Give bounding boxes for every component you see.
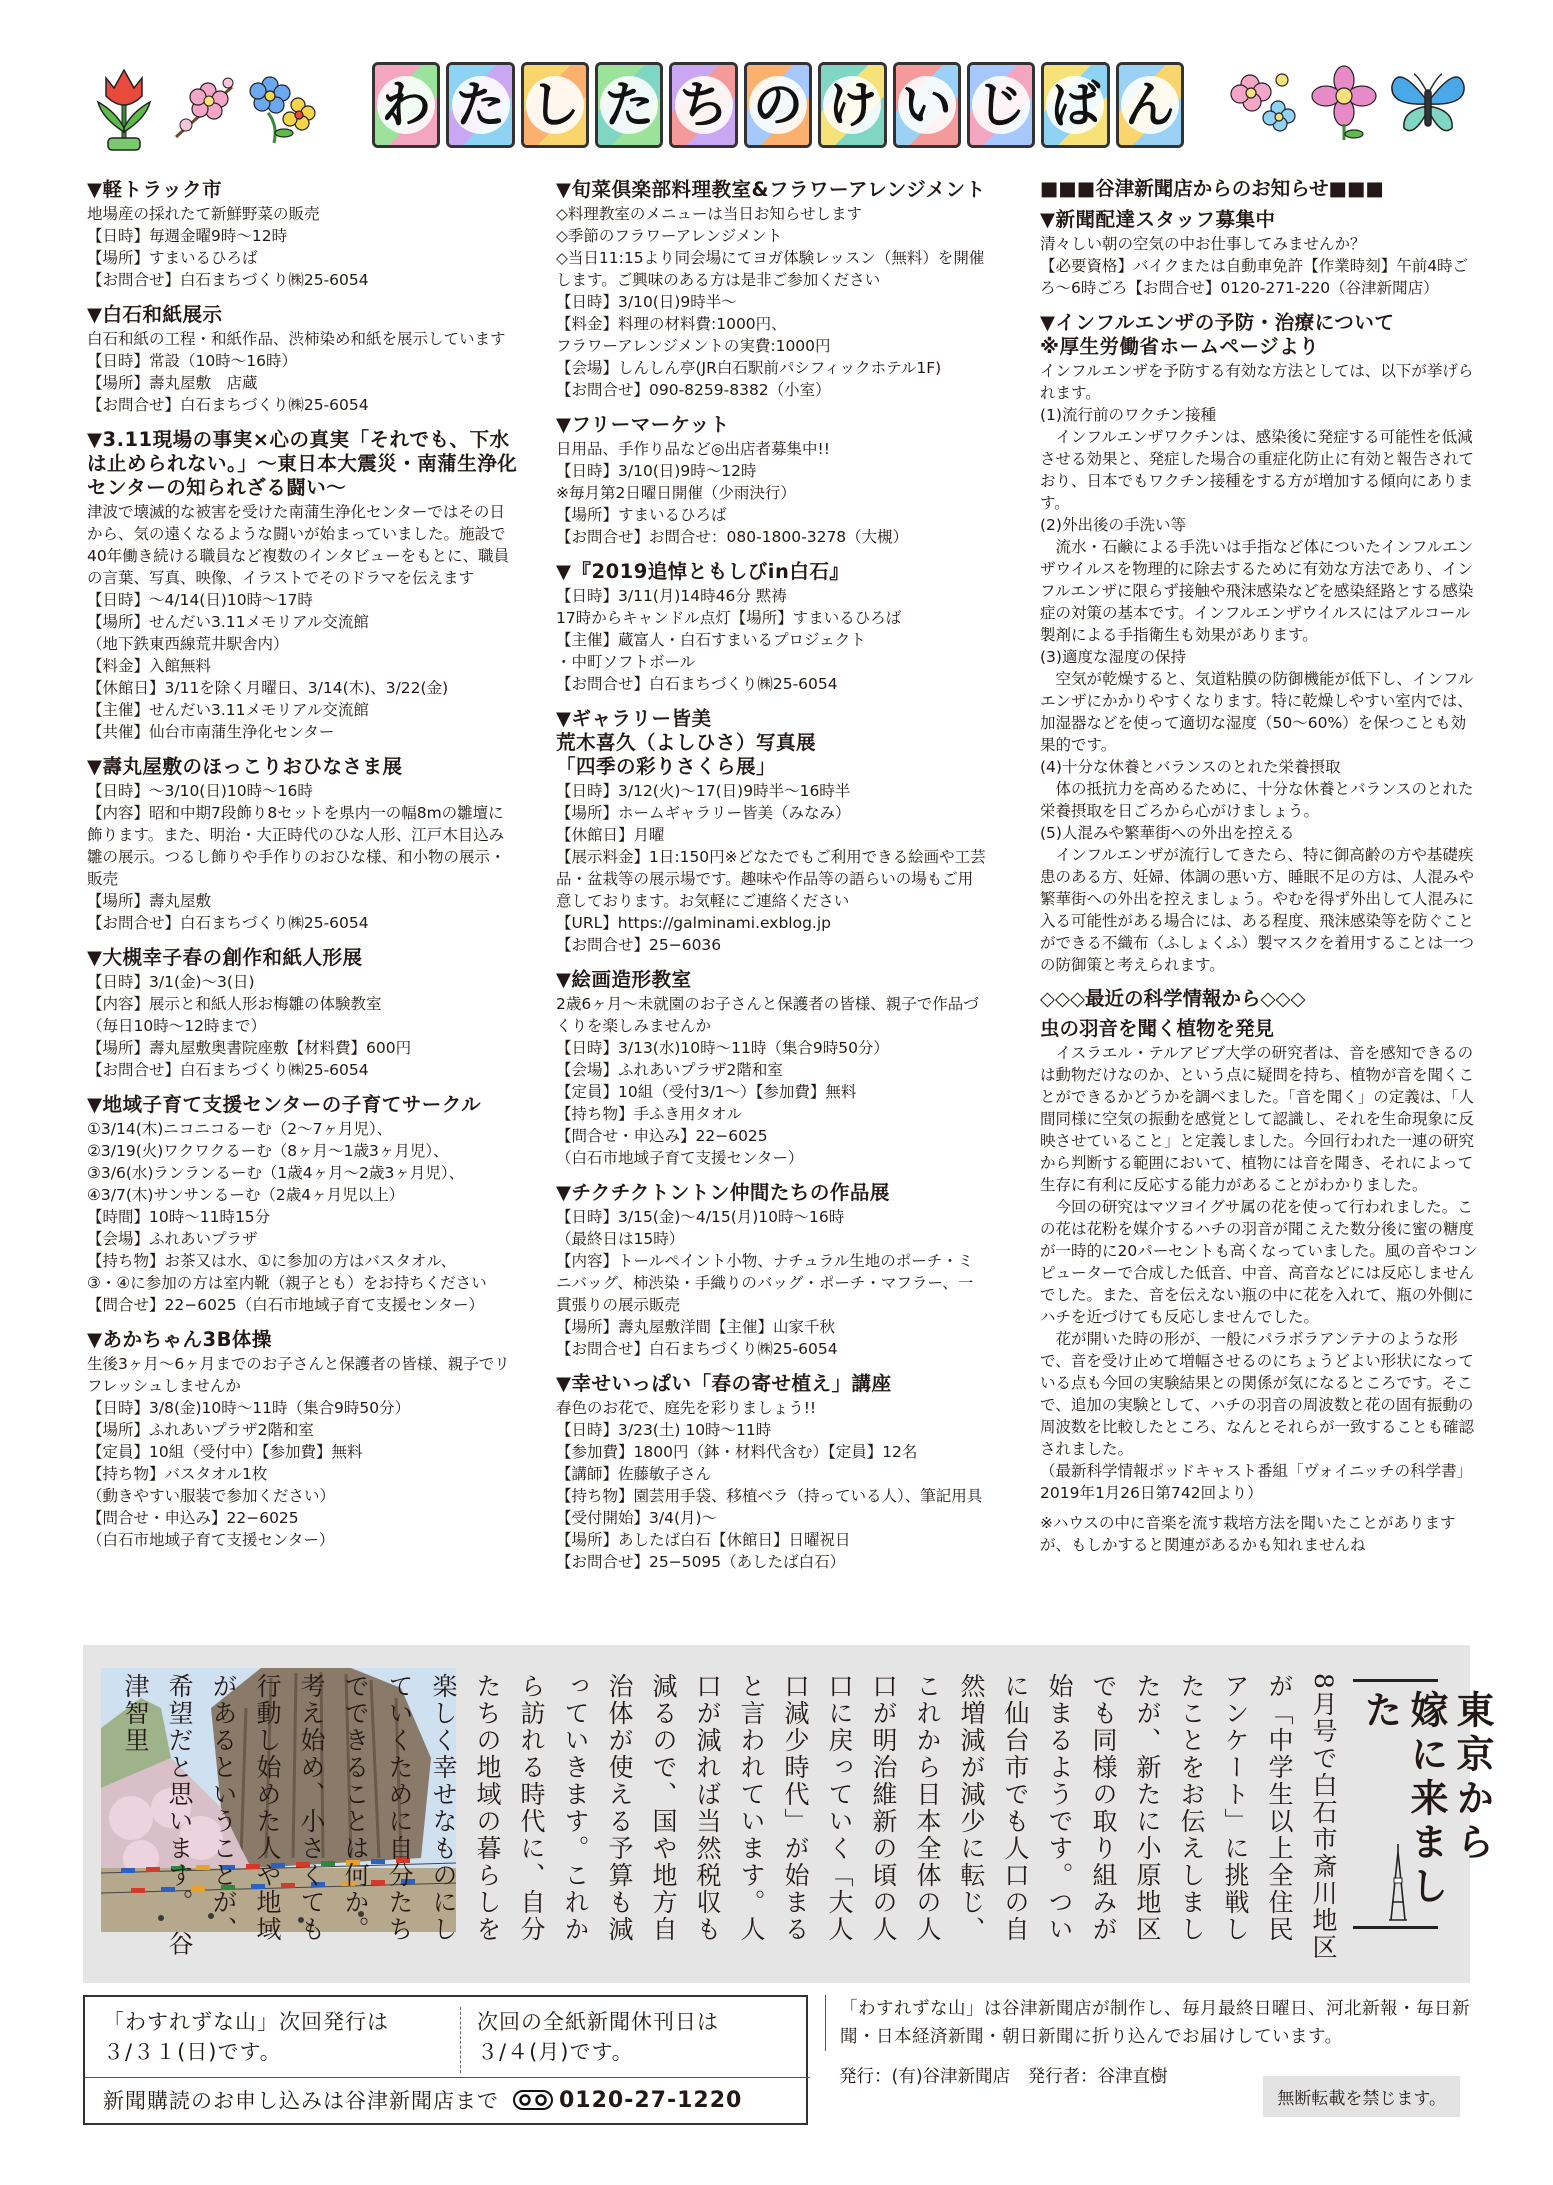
title-char: し xyxy=(526,76,584,134)
bulletin-item xyxy=(87,946,519,1081)
next-issue-text: 「わすれずな山」次回発行は ３/３１(日)です。 xyxy=(103,2010,389,2064)
bulletin-item xyxy=(556,707,986,956)
butterfly-icon xyxy=(1388,62,1468,142)
holiday-text: 次回の全紙新聞休刊日は ３/４(月)です。 xyxy=(460,2007,719,2073)
bulletin-item-title: ▼チクチクトントン仲間たちの作品展 xyxy=(556,1181,890,1204)
flowers-icon xyxy=(248,67,318,147)
essay-title: 東京から 嫁に来ました xyxy=(1358,1690,1495,1910)
title-char: じ xyxy=(972,76,1030,134)
bulletin-item xyxy=(87,428,519,743)
title-char: わ xyxy=(377,76,435,134)
page-header xyxy=(0,0,1553,165)
bulletin-item-title: ▼地域子育て支援センターの子育てサークル xyxy=(87,1093,482,1116)
flower-cluster-icon xyxy=(1230,62,1300,142)
tokyo-tower-icon xyxy=(1383,1842,1413,1922)
science-article-title: 虫の羽音を聞く植物を発見 xyxy=(1040,1017,1275,1040)
bulletin-item-body: 2歳6ヶ月〜未就園のお子さんと保護者の皆様、親子で作品づくりを楽しみませんか 【日時】3/13(水)10時〜11時（集合9時50分） 【会場】ふれあいプラザ2階和室 【定員】10組（受付3/1〜）【参加費】無料 【持ち物】手ふき用タオル 【問合せ・申込み】22−6025 （白石市地域子育て支援センター） xyxy=(556,995,979,1167)
essay-body: 8月号で白石市斎川地区が「中学生以上全住民アンケート」に挑戦したことをお伝えしましたが、新たに小原地区でも同様の取り組みが始まるようです。ついに仙台市でも人口の自然増減が減少に転じ、これから日本全体の人口が明治維新の頃の人口に戻っていく「大人口減少時代」が始まると言われています。人口が減れば当然税収も減るので、国や地方自治体が使える予算も減っていきます。これから訪れる時代に、自分たちの地域の暮らしを楽しく幸せなものにしていくために自分たちでできることは何か。考え始め、小さくても行動し始めた人や地域があるということが、希望だと思います。 谷津智里 xyxy=(121,1673,1338,1961)
title-char: い xyxy=(898,76,956,134)
bulletin-item-title: ▼フリーマーケット xyxy=(556,413,730,436)
title-char: た xyxy=(452,76,510,134)
bulletin-item xyxy=(556,968,986,1169)
title-char: ん xyxy=(1121,76,1179,134)
title-tile xyxy=(595,62,663,148)
bulletin-column-3 xyxy=(1040,178,1480,1556)
distribution-info: 「わすれずな山」は谷津新聞店が制作し、毎月最終日曜日、河北新報・毎日新聞・日本経済新聞・朝日新聞に折り込んでお届けしています。 xyxy=(825,1995,1470,2051)
bulletin-item-title: ▼3.11現場の事実×心の真実「それでも、下水は止められない。」〜東日本大震災・南蒲生浄化センターの知られざる闘い〜 xyxy=(87,428,518,499)
title-char: ば xyxy=(1046,76,1104,134)
bulletin-item-body: インフルエンザを予防する有効な方法としては、以下が挙げられます。 (1)流行前のワクチン接種 インフルエンザワクチンは、感染後に発症する可能性を低減させる効果と、発症した場合の重症化防止に有効と報告されており、日本でもワクチン接種をする方が増加する傾向にあります。 (2)外出後の手洗い等 流水・石鹸による手洗いは手指など体についたインフルエンザウイルスを物理的に除去するために有効な方法であり、インフルエンザに限らず接触や飛沫感染などを感染経路とする感染症の対策の基本です。インフルエンザウイルスにはアルコール製剤による手指衛生も効果があります。 (3)適度な湿度の保持 空気が乾燥すると、気道粘膜の防御機能が低下し、インフルエンザにかかりやすくなります。特に乾燥しやすい室内では、加湿器などを使って適切な湿度（50〜60%）を保つことも効果的です。 (4)十分な休養とバランスのとれた栄養摂取 体の抵抗力を高めるために、十分な休養とバランスのとれた栄養摂取を日ごろから心がけましょう。 (5)人混みや繁華街への外出を控える インフルエンザが流行してきたら、特に御高齢の方や基礎疾患のある方、妊婦、体調の悪い方、睡眠不足の方は、人混みや繁華街への外出を控えましょう。やむを得ず外出して人混みに入る可能性がある場合には、ある程度、飛沫感染等を防ぐことができる不織布（ふしょくふ）製マスクを着用することは一つの防御策と考えられます。 xyxy=(1040,362,1475,974)
bulletin-item-title: ▼大槻幸子春の創作和紙人形展 xyxy=(87,946,363,969)
bulletin-column-2 xyxy=(556,178,986,1585)
bulletin-item-body: 【日時】〜3/10(日)10時〜16時 【内容】昭和中期7段飾り8セットを県内一の幅8mの雛壇に飾ります。また、明治・大正時代のひな人形、江戸木目込み雛の展示。つるし飾りや手作りのおひな様、和小物の展示・販売 【場所】壽丸屋敷 【お問合せ】白石まちづくり㈱25-6054 xyxy=(87,782,506,932)
bulletin-item-body: 【日時】3/15(金)〜4/15(月)10時〜16時 （最終日は15時） 【内容】トールペイント小物、ナチュラル生地のポーチ・ミニバッグ、柿渋染・手織りのバッグ・ポーチ・マフラー、一貫張りの展示販売 【場所】壽丸屋敷洋間【主催】山家千秋 【お問合せ】白石まちづくり㈱25-6054 xyxy=(556,1208,974,1358)
bulletin-item-title: ▼壽丸屋敷のほっこりおひなさま展 xyxy=(87,755,403,778)
phone-number[interactable] xyxy=(513,2088,742,2113)
notice-items xyxy=(1040,208,1480,976)
bulletin-item xyxy=(1040,208,1480,299)
bulletin-item xyxy=(556,560,986,695)
bulletin-item-title: ▼旬菜倶楽部料理教室&フラワーアレンジメント xyxy=(556,178,986,201)
science-article-body: イスラエル・テルアビブ大学の研究者は、音を感知できるのは動物だけなのか、という点に疑問を持ち、植物が音を聞くことができるかどうかを調べました。「音を聞く」の定義は、「人間同様に空気の振動を感覚として認識し、それを生命現象に反映させていること」と定義しました。今回行われた一連の研究から判断する範囲において、植物には音を聞き、それによって生存に有利に反応する能力があることがわかりました。 今回の研究はマツヨイグサ属の花を使って行われました。この花は花粉を媒介するハチの羽音が聞こえた数分後に蜜の糖度が一時的に20パーセントも高くなっていました。風の音やコンピューターで合成した低音、中音、高音などには反応しませんでした。また、音を伝えない瓶の中に花を入れて、瓶の外側にハチを近づけても反応しませんでした。 花が開いた時の形が、一般にパラボラアンテナのような形で、音を受け止めて増幅させるのにちょうどよい形状になっている点も今回の実験結果との関係が気になるところです。そこで、追加の実験として、ハチの羽音の周波数と花の固有振動の周波数を比較したところ、なんとそれらが一致することも確認されました。 （最新科学情報ポッドキャスト番組「ヴォイニッチの科学書」2019年1月26日第742回より） xyxy=(1040,1044,1478,1502)
no-copy-notice: 無断転載を禁じます。 xyxy=(1263,2076,1460,2117)
title-char: け xyxy=(823,76,881,134)
title-tile xyxy=(893,62,961,148)
bulletin-item-title: ▼新聞配達スタッフ募集中 xyxy=(1040,208,1276,231)
bulletin-item xyxy=(556,1181,986,1360)
bulletin-item xyxy=(87,1093,519,1316)
title-tile xyxy=(744,62,812,148)
bulletin-item-title: ▼白石和紙展示 xyxy=(87,303,223,326)
bulletin-item-body: 【日時】3/1(金)〜3(日) 【内容】展示と和紙人形お梅雛の体験教室 （毎日10時〜12時まで） 【場所】壽丸屋敷奥書院座敷【材料費】600円 【お問合せ】白石まちづくり㈱25-6054 xyxy=(87,973,412,1079)
title-tile xyxy=(372,62,440,148)
title-tile xyxy=(446,62,514,148)
essay-section xyxy=(83,1645,1495,1983)
bulletin-item-body: 【日時】3/12(火)〜17(日)9時半〜16時半 【場所】ホームギャラリー皆美（みなみ） 【休館日】月曜 【展示料金】1日:150円※どなたでもご利用できる絵画や工芸品・盆栽等の展示場です。趣味や作品等の語らいの場もご用意しております。お気軽にご連絡ください 【URL】https://galminami.exblog.jp 【お問合せ】25−6036 xyxy=(556,782,986,954)
bulletin-item-title: ▼絵画造形教室 xyxy=(556,968,692,991)
cherry-blossom-icon xyxy=(168,67,240,147)
bulletin-item xyxy=(556,178,986,401)
bulletin-item-body: 日用品、手作り品など◎出店者募集中!! 【日時】3/10(日)9時〜12時 ※毎月第2日曜日開催（少雨決行） 【場所】すまいるひろば 【お問合せ】お問合せ：080-1800-3278（大槻） xyxy=(556,440,909,546)
science-article-note: ※ハウスの中に音楽を流す栽培方法を聞いたことがありますが、もしかすると関連があるかも知れませんね xyxy=(1040,1514,1456,1554)
science-heading: ◇◇◇最近の科学情報から◇◇◇ xyxy=(1040,987,1306,1010)
title-banner xyxy=(372,62,1184,154)
bulletin-item xyxy=(87,755,519,934)
title-tile xyxy=(521,62,589,148)
bulletin-item-body: ①3/14(木)ニコニコるーむ（2〜7ヶ月児）、 ②3/19(火)ワクワクるーむ（8ヶ月〜1歳3ヶ月児）、 ③3/6(水)ランランるーむ（1歳4ヶ月〜2歳3ヶ月児）、 ④3/7(木)サンサンるーむ（2歳4ヶ月児以上） 【時間】10時〜11時15分 【会場】ふれあいプラザ 【持ち物】お茶又は水、①に参加の方はバスタオル、 ③・④に参加の方は室内靴（親子とも）をお持ちください 【問合せ】22−6025（白石市地域子育て支援センター） xyxy=(87,1120,487,1314)
essay-title-block xyxy=(1353,1679,1495,1929)
tulip-icon xyxy=(88,62,160,152)
right-decoration xyxy=(1230,62,1468,142)
title-char: ち xyxy=(675,76,733,134)
bulletin-item-title: ▼インフルエンザの予防・治療について ※厚生労働省ホームページより xyxy=(1040,311,1395,358)
bulletin-column-1 xyxy=(87,178,519,1563)
title-tile xyxy=(1041,62,1109,148)
phone-number-text: 0120-27-1220 xyxy=(559,2087,743,2113)
title-char: た xyxy=(600,76,658,134)
publisher-info xyxy=(825,1995,1470,2125)
bulletin-item-body: 春色のお花で、庭先を彩りましょう!! 【日時】3/23(土) 10時〜11時 【参加費】1800円（鉢・材料代含む）【定員】12名 【講師】佐藤敏子さん 【持ち物】園芸用手袋、移植ベラ（持っている人）、筆記用具 【受付開始】3/4(月)〜 【場所】あしたば白石【休館日】日曜祝日 【お問合せ】25−5095（あしたば白石） xyxy=(556,1399,983,1571)
bulletin-item xyxy=(1040,311,1480,976)
notice-heading: ■■■谷津新聞店からのお知らせ■■■ xyxy=(1040,177,1384,200)
bulletin-item-title: ▼軽トラック市 xyxy=(87,178,223,201)
bulletin-item-body: 生後3ヶ月〜6ヶ月までのお子さんと保護者の皆様、親子でリフレッシュしませんか 【日時】3/8(金)10時〜11時（集合9時50分） 【場所】ふれあいプラザ2階和室 【定員】10組（受付中）【参加費】無料 【持ち物】バスタオル1枚 （動きやすい服装で参加ください） 【問合せ・申込み】22−6025 （白石市地域子育て支援センター） xyxy=(87,1355,510,1549)
bulletin-item xyxy=(87,303,519,416)
footer-divider xyxy=(85,2077,810,2078)
bulletin-item-title: ▼幸せいっぱい「春の寄せ植え」講座 xyxy=(556,1372,892,1395)
title-tile xyxy=(818,62,886,148)
title-tile xyxy=(967,62,1035,148)
bulletin-item-body: ◇料理教室のメニューは当日お知らせします ◇季節のフラワーアレンジメント ◇当日11:15より同会場にてヨガ体験レッスン（無料）を開催します。ご興味のある方は是非ご参加ください 【日時】3/10(日)9時半〜 【料金】料理の材料費:1000円、 フラワーアレンジメントの実費:1000円 【会場】しんしん亭(JR白石駅前パシフィックホテル1F) 【お問合せ】090-8259-8382（小室） xyxy=(556,205,985,399)
pink-flower-icon xyxy=(1308,62,1380,142)
bulletin-item xyxy=(87,178,519,291)
bulletin-item-title: ▼ギャラリー皆美 荒木喜久（よしひさ）写真展 「四季の彩りさくら展」 xyxy=(556,707,817,778)
bulletin-item-title: ▼『2019追悼ともしびin白石』 xyxy=(556,560,850,583)
free-dial-icon xyxy=(513,2090,553,2110)
title-char: の xyxy=(749,76,807,134)
left-decoration xyxy=(88,62,318,152)
page-footer xyxy=(83,1995,1470,2125)
publisher-line: 発行：(有)谷津新聞店 発行者：谷津直樹 xyxy=(839,2067,1168,2087)
title-tile xyxy=(669,62,737,148)
bulletin-item-body: 白石和紙の工程・和紙作品、渋柿染め和紙を展示しています 【日時】常設（10時〜16時） 【場所】壽丸屋敷 店蔵 【お問合せ】白石まちづくり㈱25-6054 xyxy=(87,330,506,414)
subscribe-text: 新聞購読のお申し込みは谷津新聞店まで xyxy=(103,2089,499,2113)
bulletin-item-body: 【日時】3/11(月)14時46分 黙祷 17時からキャンドル点灯【場所】すまいるひろば 【主催】蔵富人・白石すまいるプロジェクト ・中町ソフトボール 【お問合せ】白石まちづくり㈱25-6054 xyxy=(556,587,902,693)
subscribe-line xyxy=(103,2085,742,2115)
bulletin-item xyxy=(556,1372,986,1573)
bulletin-item xyxy=(87,1328,519,1551)
title-tile xyxy=(1116,62,1184,148)
bulletin-item-title: ▼あかちゃん3B体操 xyxy=(87,1328,272,1351)
bulletin-item-body: 地場産の採れたて新鮮野菜の販売 【日時】毎週金曜9時〜12時 【場所】すまいるひろば 【お問合せ】白石まちづくり㈱25-6054 xyxy=(87,205,369,289)
issue-info-box xyxy=(83,1995,808,2125)
bulletin-item-body: 清々しい朝の空気の中お仕事してみませんか？ 【必要資格】バイクまたは自動車免許【作業時刻】午前4時ごろ〜6時ごろ【お問合せ】0120-271-220（谷津新聞店） xyxy=(1040,235,1469,297)
bulletin-item-body: 津波で壊滅的な被害を受けた南蒲生浄化センターではその日から、気の遠くなるような闘いが始まっていました。施設で40年働き続ける職員など複数のインタビューをもとに、職員の言葉、写真、映像、イラストでそのドラマを伝えます 【日時】〜4/14(日)10時〜17時 【場所】せんだい3.11メモリアル交流館 （地下鉄東西線荒井駅舎内） 【料金】入館無料 【休館日】3/11を除く月曜日、3/14(木)、3/22(金) 【主催】せんだい3.11メモリアル交流館 【共催】仙台市南蒲生浄化センター xyxy=(87,503,510,741)
bulletin-item xyxy=(556,413,986,548)
